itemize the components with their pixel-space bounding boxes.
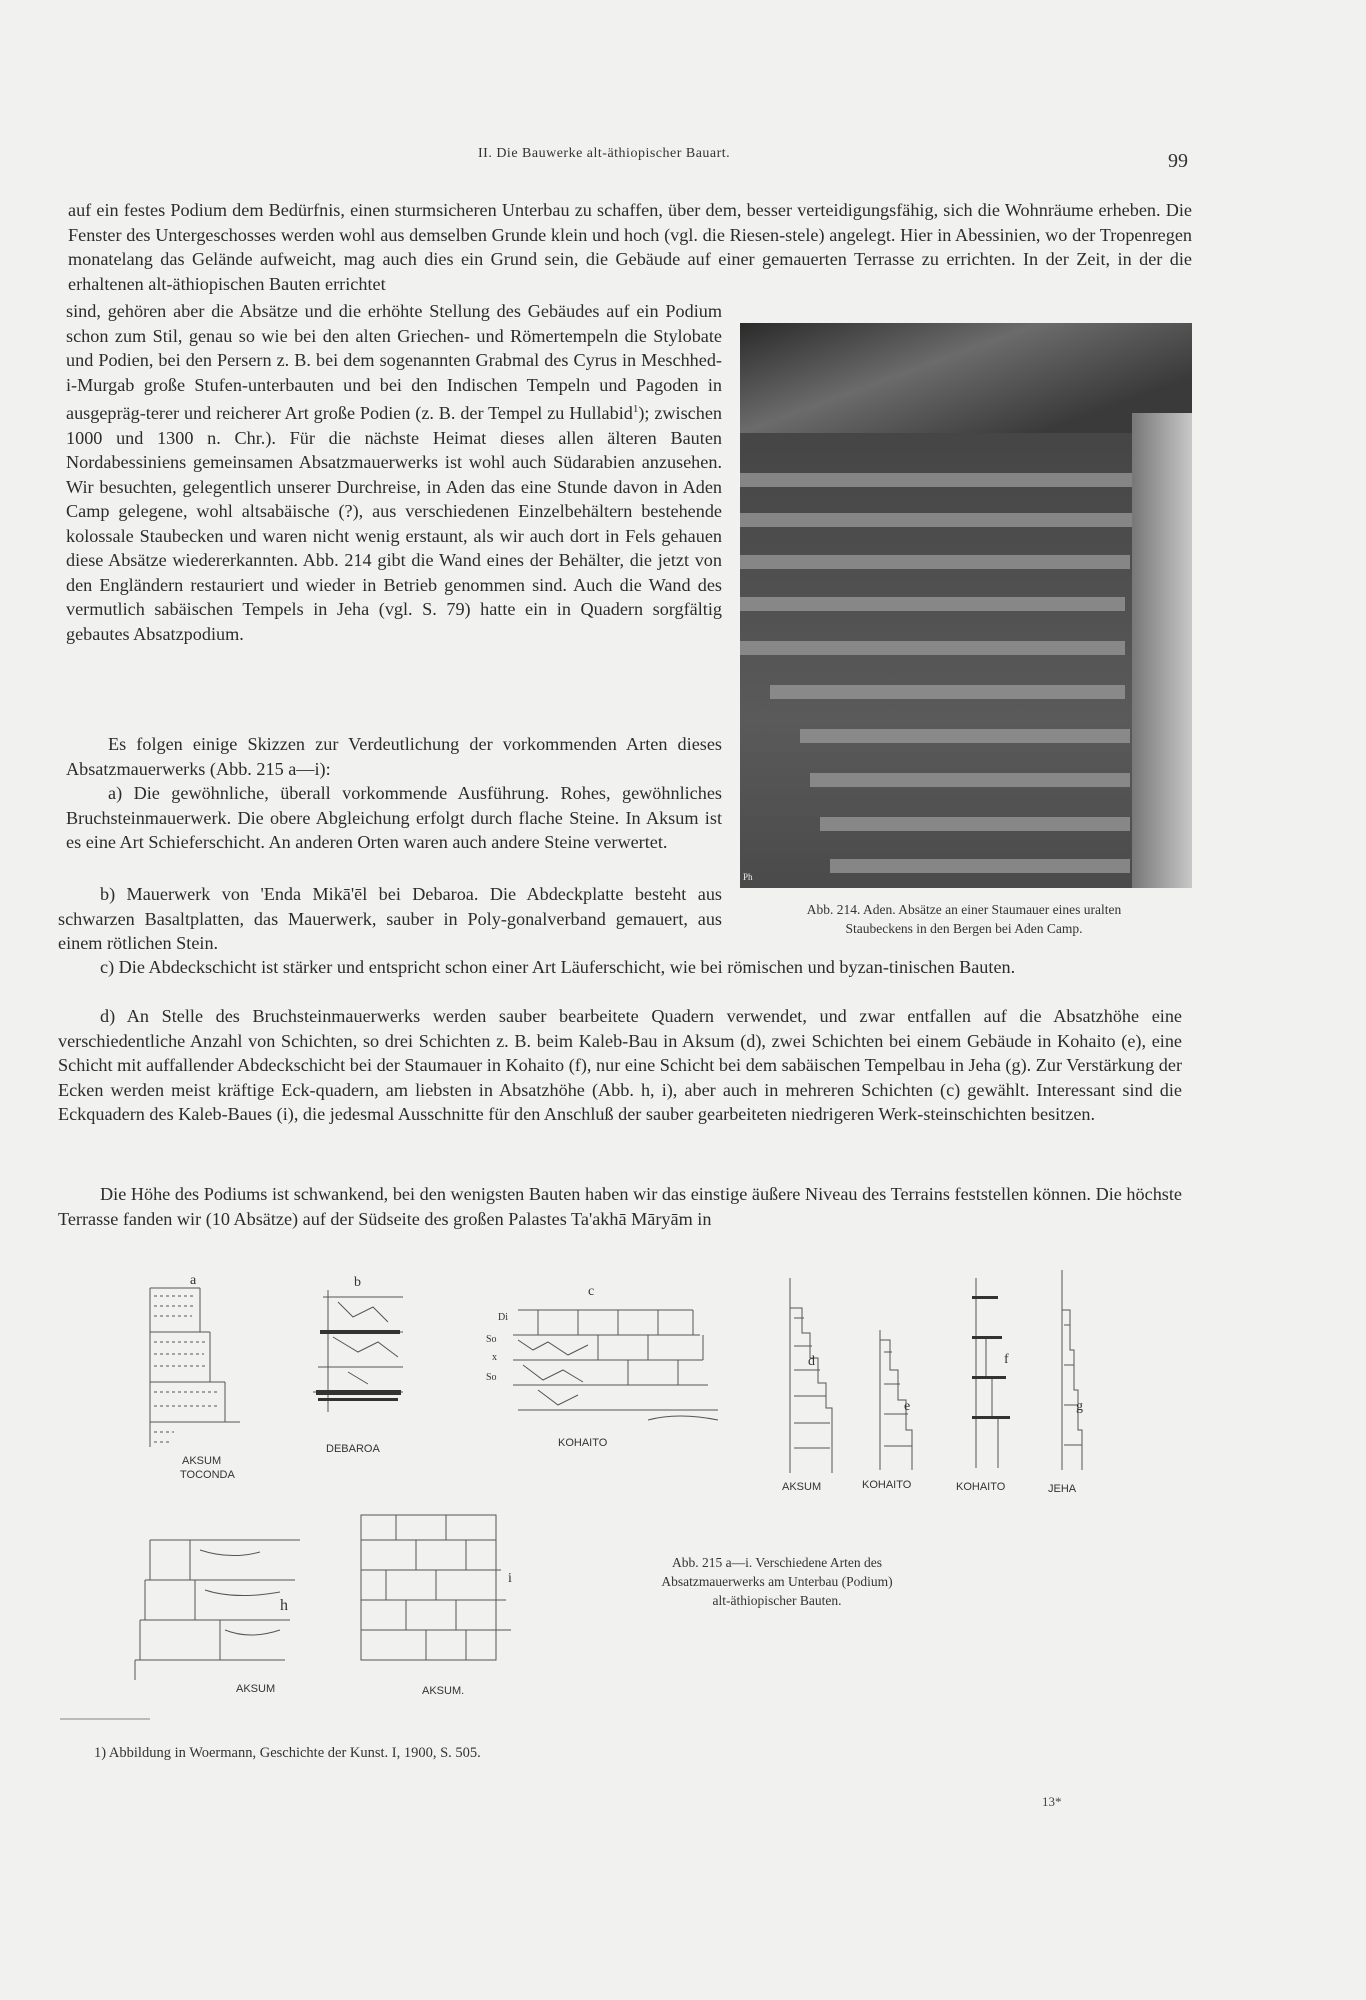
sketch-g-letter: g [1076,1399,1083,1414]
sketch-i-place1: AKSUM. [422,1685,465,1697]
sketch-e-letter: e [904,1399,911,1414]
photo-step [740,597,1125,611]
sketch-h [130,1530,310,1700]
figure-215-caption [614,1553,940,1610]
sketch-b-place1: DEBAROA [326,1443,380,1455]
sketch-f [956,1278,1036,1498]
paragraph-3: Es folgen einige Skizzen zur Verdeutlichung der vorkommenden Arten dieses Absatzmauerwerks (Abb. 215 a—i): [66,734,722,779]
photo-rock-top [740,323,1192,433]
footnote [94,1745,481,1762]
sketch-i [356,1510,536,1700]
photo-step [820,817,1130,831]
sketch-a-place2: TOCONDA [180,1469,235,1481]
figure-214-caption [736,900,1192,938]
sketch-f-place1: KOHAITO [956,1481,1006,1493]
footnote-rule [60,1718,150,1720]
paragraph-2-text: sind, gehören aber die Absätze und die erhöhte Stellung des Gebäudes auf ein Podium schon zum Stil, genau so wie bei den alten Griechen- und Römertempeln die Stylobate und Podien, bei den Persern z. B. bei dem sogenannten Grabmal des Cyrus in Meschhed-i-Murgab große Stufen-unterbauten und bei den Indischen Tempeln und Pagoden in ausgepräg-terer und reicherer Art große Podien (z. B. der Tempel zu Hullabid [66,301,722,424]
sketch-c-mark: So [486,1334,497,1345]
caption-214-line1: Abb. 214. Aden. Absätze an einer Staumauer eines uralten [806,902,1122,917]
photo-wall [1132,413,1192,888]
sketch-g [1036,1270,1106,1500]
signature-mark: 13* [1042,1794,1062,1809]
sketch-c-mark: Di [498,1312,508,1323]
sketch-b-letter: b [354,1275,361,1290]
sketch-f-letter: f [1004,1352,1009,1367]
sketch-b [278,1272,408,1462]
footnote-text: Abbildung in Woermann, Geschichte der Kunst. I, 1900, S. 505. [108,1745,481,1761]
photo-step [830,859,1130,873]
caption-215-line2: Absatzmauerwerks am Unterbau (Podium) [661,1574,893,1589]
photo-step [740,513,1135,527]
sketch-c [478,1280,738,1450]
sketch-c-mark: So [486,1372,497,1383]
sketch-c-mark: x [492,1352,497,1363]
paragraph-4: a) Die gewöhnliche, überall vorkommende Ausführung. Rohes, gewöhnliches Bruchsteinmauerwerk. Die obere Abgleichung erfolgt durch flache Steine. In Aksum ist es eine Art Schieferschicht. An anderen Orten waren auch andere Steine verwertet. [66,783,722,852]
photo-mark: Ph [743,872,753,882]
sketch-a [130,1272,260,1487]
paragraph-7: d) An Stelle des Bruchsteinmauerwerks werden sauber bearbeitete Quadern verwendet, und zwar entfallen auf die Absatzhöhe eine verschiedentliche Anzahl von Schichten, so drei Schichten z. B. beim Kaleb-Bau in Aksum (d), zwei Schichten bei einem Gebäude in Kohaito (e), eine Schicht mit auffallender Abdeckschicht bei der Staumauer in Kohaito (f), nur eine Schicht bei dem sabäischen Tempelbau in Jeha (g). Zur Verstärkung der Ecken werden meist kräftige Eck-quadern, am liebsten in Absatzhöhe (Abb. h, i), aber auch in mehreren Schichten (c) gewählt. Interessant sind die Eckquadern des Kaleb-Baues (i), die jedesmal Ausschnitte für den Anschluß der sauber gearbeiteten niedrigeren Werk-steinschichten besitzen. [58,1006,1182,1124]
sketch-d-place1: AKSUM [782,1481,822,1493]
sketch-a-letter: a [190,1273,197,1288]
paragraph-8: Die Höhe des Podiums ist schwankend, bei den wenigsten Bauten haben wir das einstige äußere Niveau des Terrains feststellen können. Die höchste Terrasse fanden wir (10 Absätze) auf der Südseite des großen Palastes Ta'akhā Māryām in [58,1184,1182,1229]
sketch-e [860,1330,940,1495]
sketch-a-place1: AKSUM [182,1455,222,1467]
paragraph-1: auf ein festes Podium dem Bedürfnis, einen sturmsicheren Unterbau zu schaffen, über dem, besser verteidigungsfähig, sich die Wohnräume erheben. Die Fenster des Untergeschosses werden wohl aus demselben Grunde klein und hoch (vgl. die Riesen-stele) angelegt. Hier in Abessinien, wo der Tropenregen monatelang das Gelände aufweicht, mag auch dies ein Grund sein, die Gebäude auf einer gemauerten Terrasse zu errichten. In der Zeit, in der die erhaltenen alt-äthiopischen Bauten errichtet [68,200,1192,294]
sketch-d [770,1278,850,1498]
footnote-ref: 1 [632,403,639,415]
paragraph-5: b) Mauerwerk von 'Enda Mikā'ēl bei Debaroa. Die Abdeckplatte besteht aus schwarzen Basaltplatten, das Mauerwerk, sauber in Poly-gonalverband gemauert, aus einem rötlichen Stein. [58,884,722,953]
caption-214-line2: Staubeckens in den Bergen bei Aden Camp. [845,921,1083,936]
sketch-g-place1: JEHA [1048,1483,1077,1495]
photo-step [740,473,1140,487]
photo-step [770,685,1125,699]
photo-step [740,641,1125,655]
sketch-h-place1: AKSUM [236,1683,276,1695]
paragraph-6: c) Die Abdeckschicht ist stärker und entspricht schon einer Art Läuferschicht, wie bei römischen und byzan-tinischen Bauten. [100,957,1016,977]
sketch-d-letter: d [808,1354,815,1369]
page-number: 99 [1168,150,1188,172]
figure-214-photo [740,323,1192,888]
sketch-e-place1: KOHAITO [862,1479,912,1491]
sketch-h-letter: h [280,1597,288,1614]
photo-step [740,555,1130,569]
caption-215-line1: Abb. 215 a—i. Verschiedene Arten des [671,1555,883,1570]
caption-215-line3: alt-äthiopischer Bauten. [712,1593,842,1608]
sketch-c-letter: c [588,1284,595,1299]
sketch-i-letter: i [508,1571,512,1586]
sketch-c-place1: KOHAITO [558,1437,608,1449]
footnote-marker: 1) [94,1745,107,1761]
paragraph-2 [66,299,722,646]
running-head: II. Die Bauwerke alt-äthiopischer Bauart. [478,146,731,161]
paragraph-2-end: ); zwischen 1000 und 1300 n. Chr.). Für die nächste Heimat dieses allen älteren Bauten Nordabessiniens gemeinsamen Absatzmauerwerks ist wohl auch Südarabien anzusehen. Wir besuchten, gelegentlich unserer Durchreise, in Aden das eine Stunde davon in Aden Camp gelegene, wohl altsabäische (?), aus verschiedenen Einzelbehältern bestehende kolossale Staubecken und waren nicht wenig erstaunt, als wir auch dort in Fels gehauen diese Absätze wiedererkannten. Abb. 214 gibt die Wand eines der Behälter, die jetzt von den Engländern restauriert und wieder in Betrieb genommen sind. Auch die Wand des vermutlich sabäischen Tempels in Jeha (vgl. S. 79) hatte ein in Quadern sorgfältig gebautes Absatzpodium. [66,403,723,644]
photo-step [800,729,1130,743]
photo-step [810,773,1130,787]
